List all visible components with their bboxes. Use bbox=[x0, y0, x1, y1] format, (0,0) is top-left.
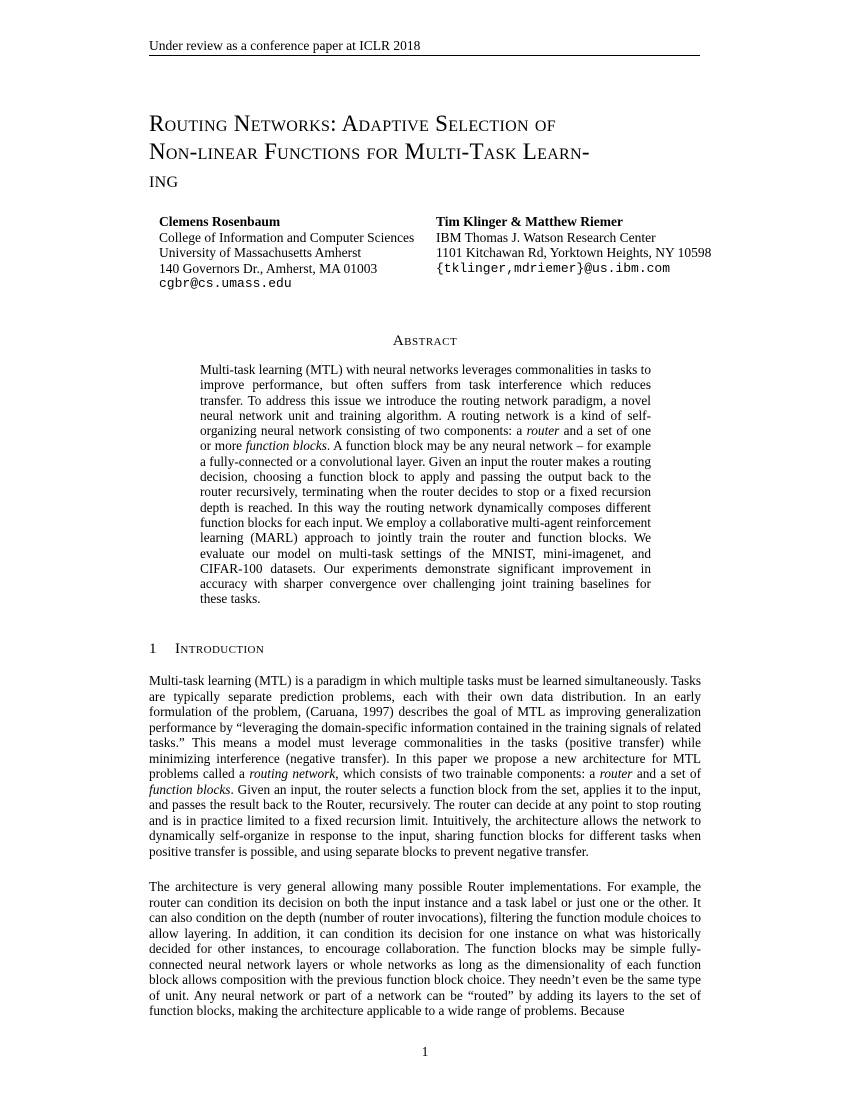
author-address: 1101 Kitchawan Rd, Yorktown Heights, NY 10598 bbox=[436, 245, 712, 260]
abstract-text: Multi-task learning (MTL) with neural networks leverages commonalities in tasks to improve performance, but often suffers from task interference which reduces transfer. To address this issue we introduce the routing network paradigm, a novel neural network unit and training algorithm. A routing network is a kind of self-organizing neural network consisting of two components: a router and a set of one or more function blocks. A function block may be any neural network – for example a fully-connected or a convolutional layer. Given an input the router makes a routing decision, choosing a function block to apply and passing the output back to the router recursively, terminating when the router decides to stop or a fixed recursion depth is reached. In this way the routing network dynamically composes different function blocks for each input. We employ a collaborative multi-agent reinforcement learning (MARL) approach to jointly train the router and function blocks. We evaluate our model on multi-task settings of the MNIST, mini-imagenet, and CIFAR-100 datasets. Our experiments demonstrate significant improvement in accuracy with sharper convergence over challenging joint training baselines for these tasks. bbox=[200, 362, 651, 607]
author-name: Clemens Rosenbaum bbox=[159, 214, 281, 229]
author-affiliation: College of Information and Computer Sciences bbox=[159, 229, 415, 245]
author-name: Tim Klinger & Matthew Riemer bbox=[436, 214, 623, 229]
title-line-3: ing bbox=[149, 167, 179, 192]
author-email: {tklinger,mdriemer}@us.ibm.com bbox=[436, 260, 671, 276]
author-address: 140 Governors Dr., Amherst, MA 01003 bbox=[159, 260, 378, 276]
author-affiliation: University of Massachusetts Amherst bbox=[159, 245, 362, 260]
running-header: Under review as a conference paper at ICLR 2018 bbox=[149, 38, 421, 53]
author-block-right bbox=[436, 214, 711, 276]
paper-title bbox=[149, 110, 709, 194]
title-line-1: Routing Networks: Adaptive Selection of bbox=[149, 111, 556, 136]
author-email: cgbr@cs.umass.edu bbox=[159, 276, 292, 291]
section-number: 1 bbox=[149, 641, 157, 657]
title-line-2: Non-linear Functions for Multi-Task Learn- bbox=[149, 139, 590, 164]
header-rule bbox=[149, 55, 700, 56]
author-block-left bbox=[159, 214, 414, 292]
page-number: 1 bbox=[421, 1044, 429, 1059]
body-paragraph: The architecture is very general allowing many possible Router implementations. For example, the router can condition its decision on both the input instance and a task label or just one or the other. It can also condition on the depth (number of router invocations), filtering the function module choices to allow layering. In addition, it can condition its decision for one instance on what was historically decided for other instances, to encourage collaboration. The function blocks may be simple fully-connected neural network layers or whole networks as long as the dimensionality of each function block allows composition with the previous function block choice. They needn’t even be the same type of unit. Any neural network or part of a network can be “routed” by adding its layers to the set of function blocks, making the architecture applicable to a wide range of problems. Because bbox=[149, 879, 701, 1019]
author-affiliation: IBM Thomas J. Watson Research Center bbox=[436, 229, 656, 245]
section-title: Introduction bbox=[175, 641, 265, 657]
abstract-heading: Abstract bbox=[392, 333, 458, 349]
body-paragraph: Multi-task learning (MTL) is a paradigm in which multiple tasks must be learned simultaneously. Tasks are typically separate prediction problems, each with their own data distribution. In an early formulation of the problem, (Caruana, 1997) describes the goal of MTL as improving generalization performance by “leveraging the domain-specific information contained in the training signals of related tasks.” This means a model must leverage commonalities in the tasks (positive transfer) while minimizing interference (negative transfer). In this paper we propose a new architecture for MTL problems called a routing network, which consists of two trainable components: a router and a set of function blocks. Given an input, the router selects a function block from the set, applies it to the input, and passes the result back to the Router, recursively. The router can decide at any point to stop routing and is in practice limited to a fixed recursion limit. Intuitively, the architecture allows the network to dynamically self-organize in response to the input, sharing function blocks for different tasks when positive transfer is possible, and using separate blocks to prevent negative transfer. bbox=[149, 673, 702, 860]
section-heading-introduction bbox=[149, 641, 264, 658]
